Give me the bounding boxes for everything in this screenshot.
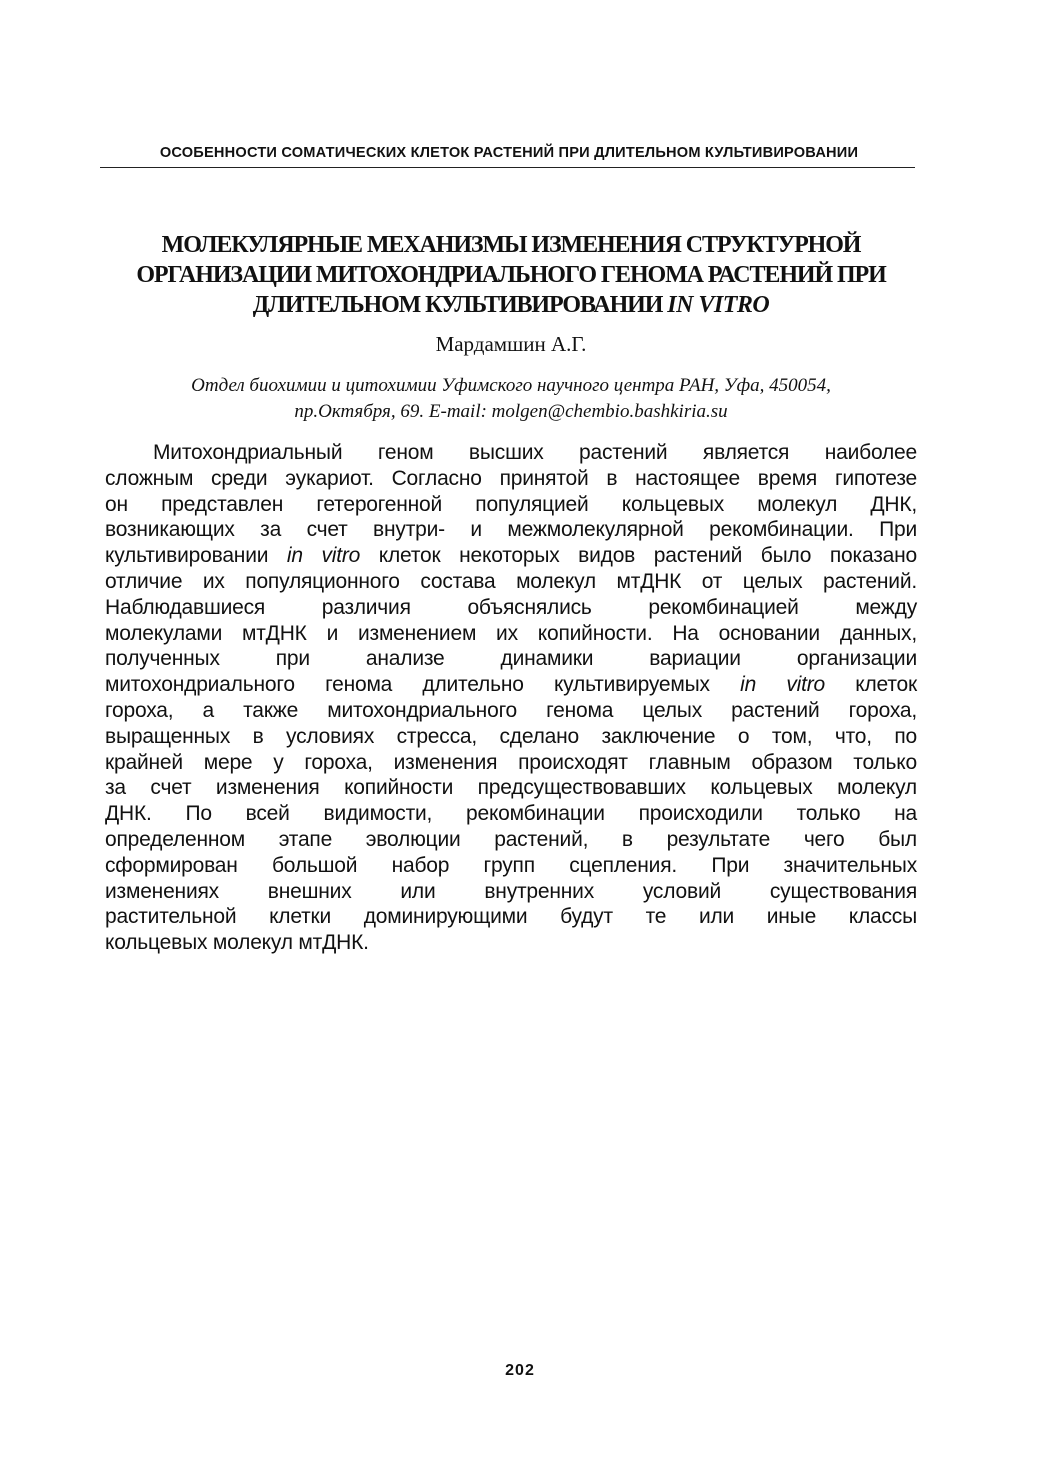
title-in-vitro: IN VITRO	[667, 292, 770, 318]
abstract-in-vitro: in vitro	[740, 673, 825, 697]
abstract-text: клеток некоторых видов растений было показано	[378, 544, 917, 568]
abstract-line: сложным среди эукариот. Согласно принятой в настоящее время гипотезе	[105, 466, 917, 490]
affiliation-line-1: Отдел биохимии и цитохимии Уфимского научного центра РАН, Уфа, 450054,	[191, 375, 831, 396]
abstract-line: ДНК. По всей видимости, рекомбинации происходили только на	[105, 802, 917, 826]
title-line-3	[95, 290, 927, 320]
abstract-line: возникающих за счет внутри- и межмолекулярной рекомбинации. При	[105, 518, 917, 542]
abstract-text: клеток	[855, 673, 917, 697]
abstract-line: отличие их популяционного состава молекул мтДНК от целых растений.	[105, 569, 917, 593]
title-line-2: ОРГАНИЗАЦИИ МИТОХОНДРИАЛЬНОГО ГЕНОМА РАСТЕНИЙ ПРИ	[136, 262, 886, 288]
abstract-line: Наблюдавшиеся различия объяснялись рекомбинацией между	[105, 595, 917, 619]
abstract-line: гороха, а также митохондриального генома целых растений гороха,	[105, 698, 917, 722]
abstract-line: полученных при анализе динамики вариации организации	[105, 647, 917, 671]
abstract-in-vitro: in vitro	[286, 544, 361, 568]
title-line-3-main: ДЛИТЕЛЬНОМ КУЛЬТИВИРОВАНИИ	[252, 292, 663, 318]
abstract-line: изменениях внешних или внутренних условий существования	[105, 879, 917, 903]
article-title	[95, 230, 927, 320]
abstract-line: молекулами мтДНК и изменением их копийности. На основании данных,	[105, 621, 917, 645]
abstract-line: крайней мере у гороха, изменения происходят главным образом только	[105, 750, 917, 774]
title-line-1: МОЛЕКУЛЯРНЫЕ МЕХАНИЗМЫ ИЗМЕНЕНИЯ СТРУКТУРНОЙ	[161, 232, 861, 258]
abstract	[105, 440, 917, 956]
abstract-line	[105, 543, 917, 569]
abstract-line: за счет изменения копийности предсуществовавших кольцевых молекул	[105, 776, 917, 800]
abstract-line: он представлен гетерогенной популяцией кольцевых молекул ДНК,	[105, 492, 917, 516]
abstract-line: кольцевых молекул мтДНК.	[105, 931, 369, 955]
affiliation	[95, 373, 927, 425]
author: Мардамшин А.Г.	[435, 332, 587, 356]
running-header: ОСОБЕННОСТИ СОМАТИЧЕСКИХ КЛЕТОК РАСТЕНИЙ ПРИ ДЛИТЕЛЬНОМ КУЛЬТИВИРОВАНИИ	[159, 145, 859, 161]
affiliation-line-2: пр.Октября, 69. E-mail: molgen@chembio.bashkiria.su	[294, 401, 728, 422]
abstract-line: Митохондриальный геном высших растений является наиболее	[153, 441, 917, 464]
abstract-line: сформирован большой набор групп сцепления. При значительных	[105, 853, 917, 877]
abstract-text: митохондриального генома длительно культивируемых	[105, 673, 710, 697]
abstract-line: растительной клетки доминирующими будут те или иные классы	[105, 905, 917, 929]
abstract-line: определенном этапе эволюции растений, в результате чего был	[105, 827, 917, 851]
page-number: 202	[505, 1362, 535, 1379]
header-rule	[100, 167, 915, 168]
abstract-text: культивировании	[105, 544, 269, 568]
abstract-line: выращенных в условиях стресса, сделано заключение о том, что, по	[105, 724, 917, 748]
abstract-line	[105, 672, 917, 698]
